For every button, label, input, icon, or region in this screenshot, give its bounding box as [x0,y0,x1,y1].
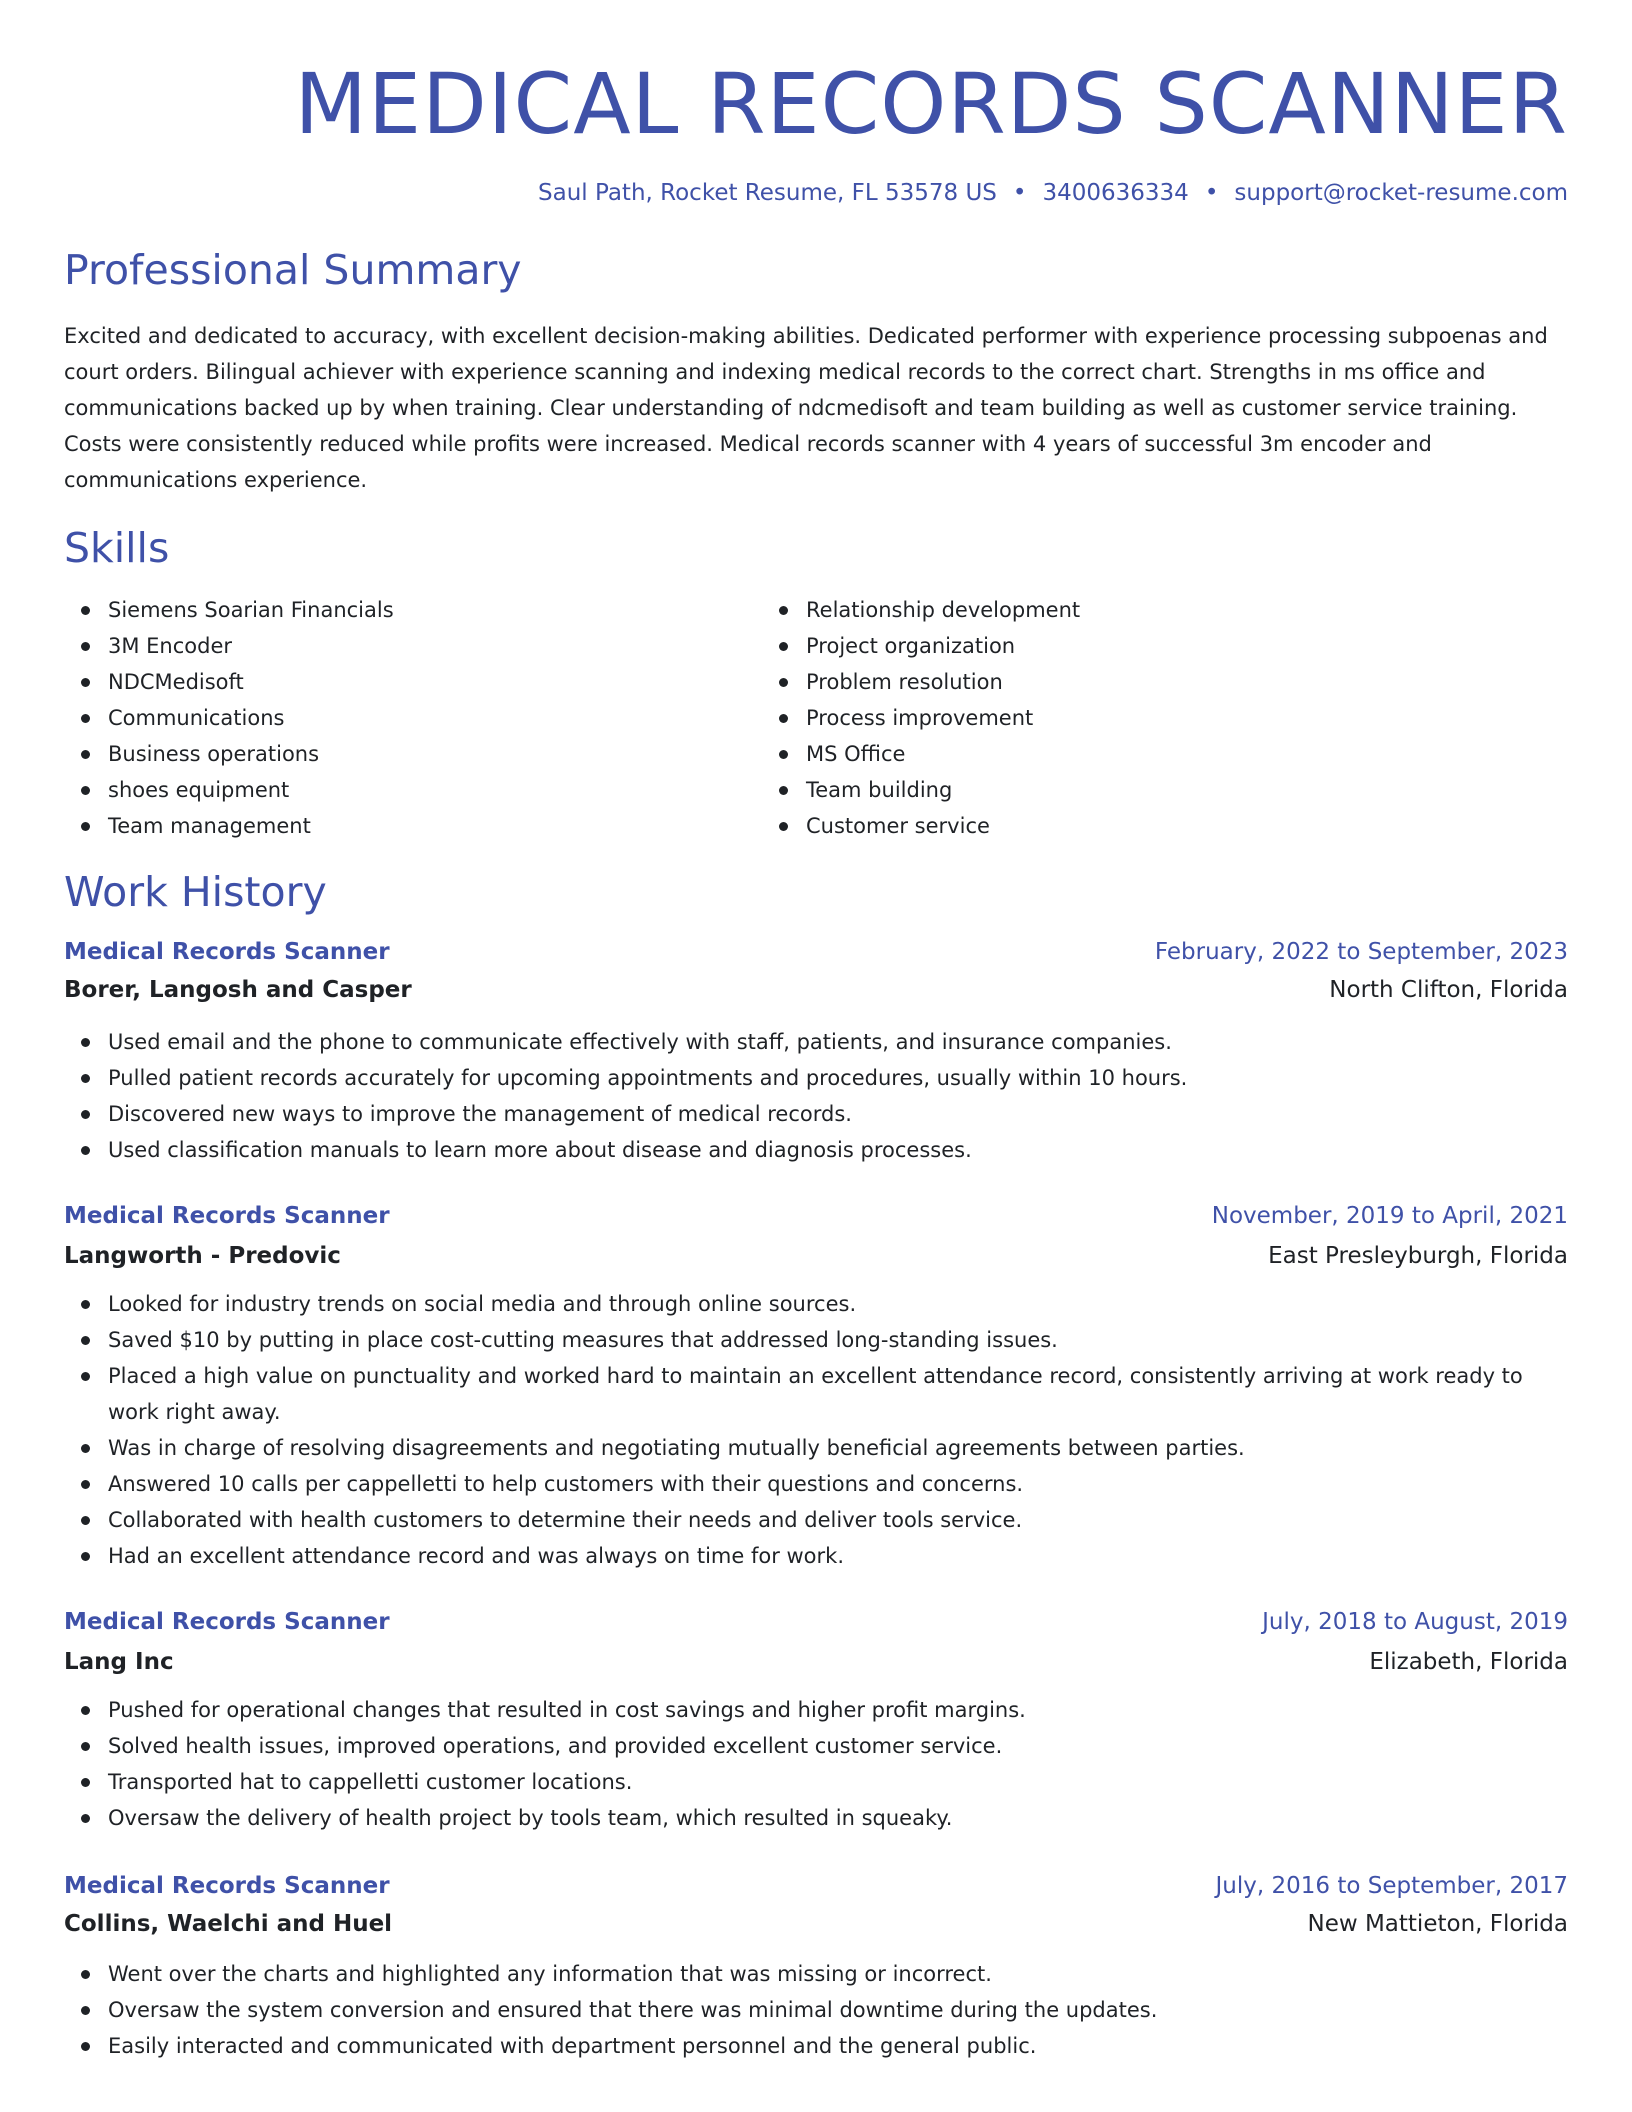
job-bullet: Solved health issues, improved operations, and provided excellent customer service. [108,1728,1568,1764]
job-bullet-list [64,1692,1568,1836]
job-role: Medical Records Scanner [64,1609,390,1635]
job-header-row [64,1606,1568,1638]
job-dates: February, 2022 to September, 2023 [1154,939,1568,965]
contact-line [64,178,1568,208]
skills-heading: Skills [64,524,170,572]
job-bullet: Easily interacted and communicated with department personnel and the general public. [108,2028,1568,2064]
job-header-row [64,1200,1568,1232]
job-bullet: Collaborated with health customers to determine their needs and deliver tools service. [108,1502,1568,1538]
skill-item: shoes equipment [108,772,762,808]
skill-item: Process improvement [806,700,1568,736]
skill-item: 3M Encoder [108,628,762,664]
skill-item: Team building [806,772,1568,808]
job-role: Medical Records Scanner [64,939,390,965]
skills-list-right [762,592,1568,844]
job-bullet-list [64,1286,1568,1574]
job-company: Borer, Langosh and Casper [64,977,412,1003]
skill-item: Team management [108,808,762,844]
job-bullet: Answered 10 calls per cappelletti to help customers with their questions and concerns. [108,1466,1568,1502]
job-bullet: Pulled patient records accurately for upcoming appointments and procedures, usually within 10 hours. [108,1060,1568,1096]
skill-item: Communications [108,700,762,736]
job-location: Elizabeth, Florida [1369,1649,1568,1675]
contact-separator: • [1204,180,1219,206]
job-entry [64,1200,1568,1574]
job-entry [64,936,1568,1168]
job-header-row [64,936,1568,968]
resume-name-heading: MEDICAL RECORDS SCANNER [294,55,1568,153]
job-bullet: Saved $10 by putting in place cost-cutting measures that addressed long-standing issues. [108,1322,1568,1358]
skills-list-left [64,592,762,844]
job-bullet: Placed a high value on punctuality and worked hard to maintain an excellent attendance record, consistently arriving at work ready to work right away. [108,1358,1568,1430]
job-company-row [64,974,1568,1006]
job-bullet: Pushed for operational changes that resulted in cost savings and higher profit margins. [108,1692,1568,1728]
skill-item: Problem resolution [806,664,1568,700]
job-dates: November, 2019 to April, 2021 [1211,1203,1568,1229]
job-role: Medical Records Scanner [64,1873,390,1899]
skill-item: Relationship development [806,592,1568,628]
job-company-row [64,1646,1568,1678]
job-company-row [64,1240,1568,1272]
job-bullet: Had an excellent attendance record and was always on time for work. [108,1538,1568,1574]
skill-item: Customer service [806,808,1568,844]
skill-item: Business operations [108,736,762,772]
contact-email: support@rocket-resume.com [1234,180,1568,206]
job-bullet-list [64,1024,1568,1168]
contact-phone: 3400636334 [1042,180,1189,206]
job-company: Collins, Waelchi and Huel [64,1911,393,1937]
job-bullet: Oversaw the system conversion and ensured that there was minimal downtime during the updates. [108,1992,1568,2028]
job-bullet: Used email and the phone to communicate effectively with staff, patients, and insurance companies. [108,1024,1568,1060]
job-location: North Clifton, Florida [1329,977,1568,1003]
resume-page [64,0,1568,2064]
skills-columns [64,592,1568,844]
summary-heading: Professional Summary [64,246,522,294]
skill-item: Project organization [806,628,1568,664]
job-location: New Mattieton, Florida [1307,1911,1568,1937]
work-history-heading: Work History [64,868,327,916]
contact-separator: • [1012,180,1027,206]
job-company-row [64,1908,1568,1940]
job-company: Lang Inc [64,1649,174,1675]
job-bullet: Was in charge of resolving disagreements and negotiating mutually beneficial agreements between parties. [108,1430,1568,1466]
job-bullet: Went over the charts and highlighted any information that was missing or incorrect. [108,1956,1568,1992]
job-bullet: Transported hat to cappelletti customer locations. [108,1764,1568,1800]
job-bullet: Looked for industry trends on social media and through online sources. [108,1286,1568,1322]
summary-paragraph: Excited and dedicated to accuracy, with excellent decision-making abilities. Dedicated performer with experience processing subpoenas and court orders. Bilingual achiever with experience scanning and indexing medical records to the correct chart. Strengths in ms office and communications backed up by when training. Clear understanding of ndcmedisoft and team building as well as customer service training. Costs were consistently reduced while profits were increased. Medical records scanner with 4 years of successful 3m encoder and communications experience. [64,324,1548,492]
job-bullet: Discovered new ways to improve the management of medical records. [108,1096,1568,1132]
job-role: Medical Records Scanner [64,1203,390,1229]
job-bullet-list [64,1956,1568,2064]
job-entry [64,1606,1568,1836]
contact-address: Saul Path, Rocket Resume, FL 53578 US [538,180,997,206]
job-location: East Presleyburgh, Florida [1268,1243,1568,1269]
job-dates: July, 2016 to September, 2017 [1215,1873,1568,1899]
skill-item: MS Office [806,736,1568,772]
job-entry [64,1870,1568,2064]
job-bullet: Used classification manuals to learn more about disease and diagnosis processes. [108,1132,1568,1168]
job-bullet: Oversaw the delivery of health project by tools team, which resulted in squeaky. [108,1800,1568,1836]
job-company: Langworth - Predovic [64,1243,341,1269]
skill-item: Siemens Soarian Financials [108,592,762,628]
job-dates: July, 2018 to August, 2019 [1262,1609,1568,1635]
skill-item: NDCMedisoft [108,664,762,700]
job-header-row [64,1870,1568,1902]
